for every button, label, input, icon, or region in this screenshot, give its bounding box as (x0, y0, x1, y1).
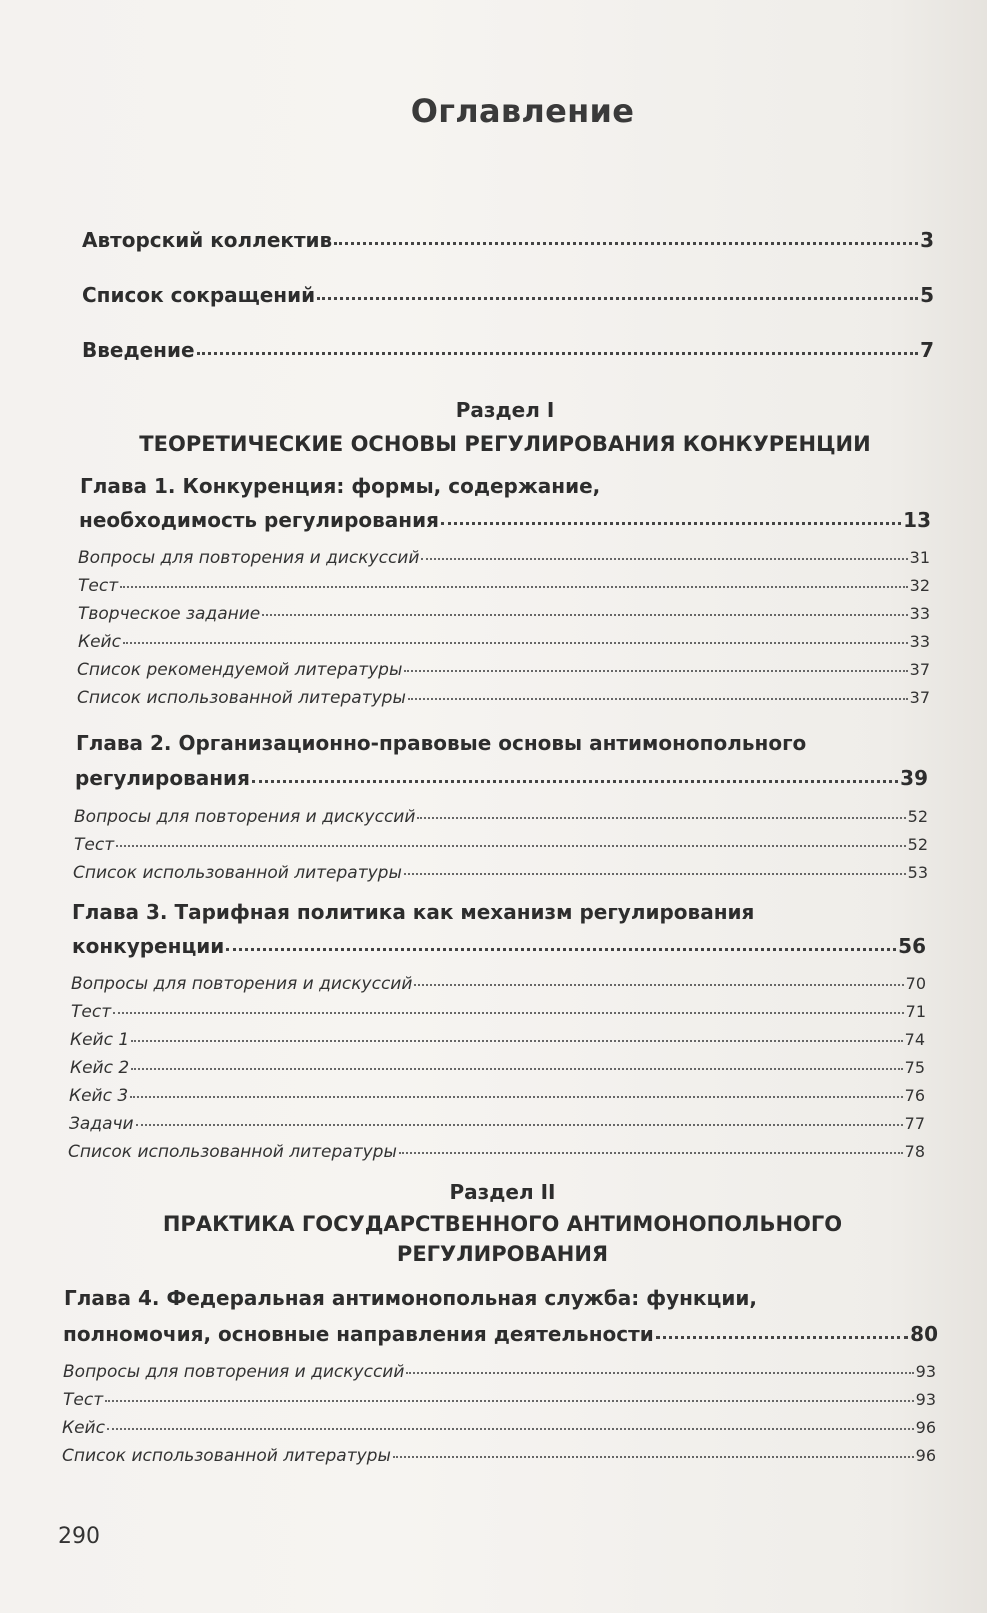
toc-subentry[interactable]: Вопросы для повторения и дискуссий 52 (74, 805, 928, 827)
toc-subentry[interactable]: Кейс 3 76 (69, 1084, 925, 1106)
section-2-label: Раздел II (449, 1180, 556, 1204)
toc-subentry[interactable]: Тест 52 (74, 833, 928, 855)
toc-entry-abbreviations[interactable]: Список сокращений 5 (82, 281, 934, 307)
page-number: 290 (58, 1524, 100, 1549)
toc-entry-chapter-4[interactable]: полномочия, основные направления деятельности 80 (63, 1320, 938, 1346)
section-1-label: Раздел I (455, 398, 555, 422)
toc-subentry[interactable]: Кейс 96 (62, 1416, 936, 1438)
toc-entry-chapter-1[interactable]: необходимость регулирования 13 (79, 506, 931, 532)
toc-subentry[interactable]: Тест 71 (71, 1000, 926, 1022)
toc-subentry[interactable]: Тест 32 (78, 574, 930, 596)
toc-subentry[interactable]: Список использованной литературы 37 (77, 686, 930, 708)
toc-subentry[interactable]: Кейс 2 75 (70, 1056, 925, 1078)
toc-subentry[interactable]: Вопросы для повторения и дискуссий 70 (71, 972, 926, 994)
chapter-3-title-line1: Глава 3. Тарифная политика как механизм регулирования (72, 900, 755, 924)
toc-subentry[interactable]: Вопросы для повторения и дискуссий 31 (78, 546, 930, 568)
toc-subentry[interactable]: Список использованной литературы 96 (62, 1444, 936, 1466)
chapter-2-title-line1: Глава 2. Организационно-правовые основы антимонопольного (76, 731, 807, 755)
toc-subentry[interactable]: Список рекомендуемой литературы 37 (77, 658, 930, 680)
toc-subentry[interactable]: Список использованной литературы 78 (68, 1140, 925, 1162)
section-1-title: ТЕОРЕТИЧЕСКИЕ ОСНОВЫ РЕГУЛИРОВАНИЯ КОНКУРЕНЦИИ (139, 432, 871, 456)
toc-entry-authors[interactable]: Авторский коллектив 3 (82, 226, 934, 252)
toc-entry-chapter-3[interactable]: конкуренции 56 (72, 932, 926, 958)
toc-entry-introduction[interactable]: Введение 7 (82, 336, 934, 362)
toc-subentry[interactable]: Задачи 77 (69, 1112, 925, 1134)
page-title: Оглавление (410, 92, 635, 130)
section-2-title-line1: ПРАКТИКА ГОСУДАРСТВЕННОГО АНТИМОНОПОЛЬНОГО (162, 1212, 843, 1236)
toc-subentry[interactable]: Кейс 1 74 (70, 1028, 925, 1050)
toc-entry-chapter-2[interactable]: регулирования 39 (75, 764, 928, 790)
chapter-1-title-line1: Глава 1. Конкуренция: формы, содержание, (80, 474, 601, 498)
toc-subentry[interactable]: Тест 93 (63, 1388, 936, 1410)
section-2-title-line2: РЕГУЛИРОВАНИЯ (396, 1242, 609, 1266)
toc-subentry[interactable]: Творческое задание 33 (78, 602, 930, 624)
toc-subentry[interactable]: Кейс 33 (78, 630, 930, 652)
toc-subentry[interactable]: Список использованной литературы 53 (73, 861, 928, 883)
chapter-4-title-line1: Глава 4. Федеральная антимонопольная служба: функции, (64, 1286, 757, 1310)
toc-subentry[interactable]: Вопросы для повторения и дискуссий 93 (63, 1360, 936, 1382)
